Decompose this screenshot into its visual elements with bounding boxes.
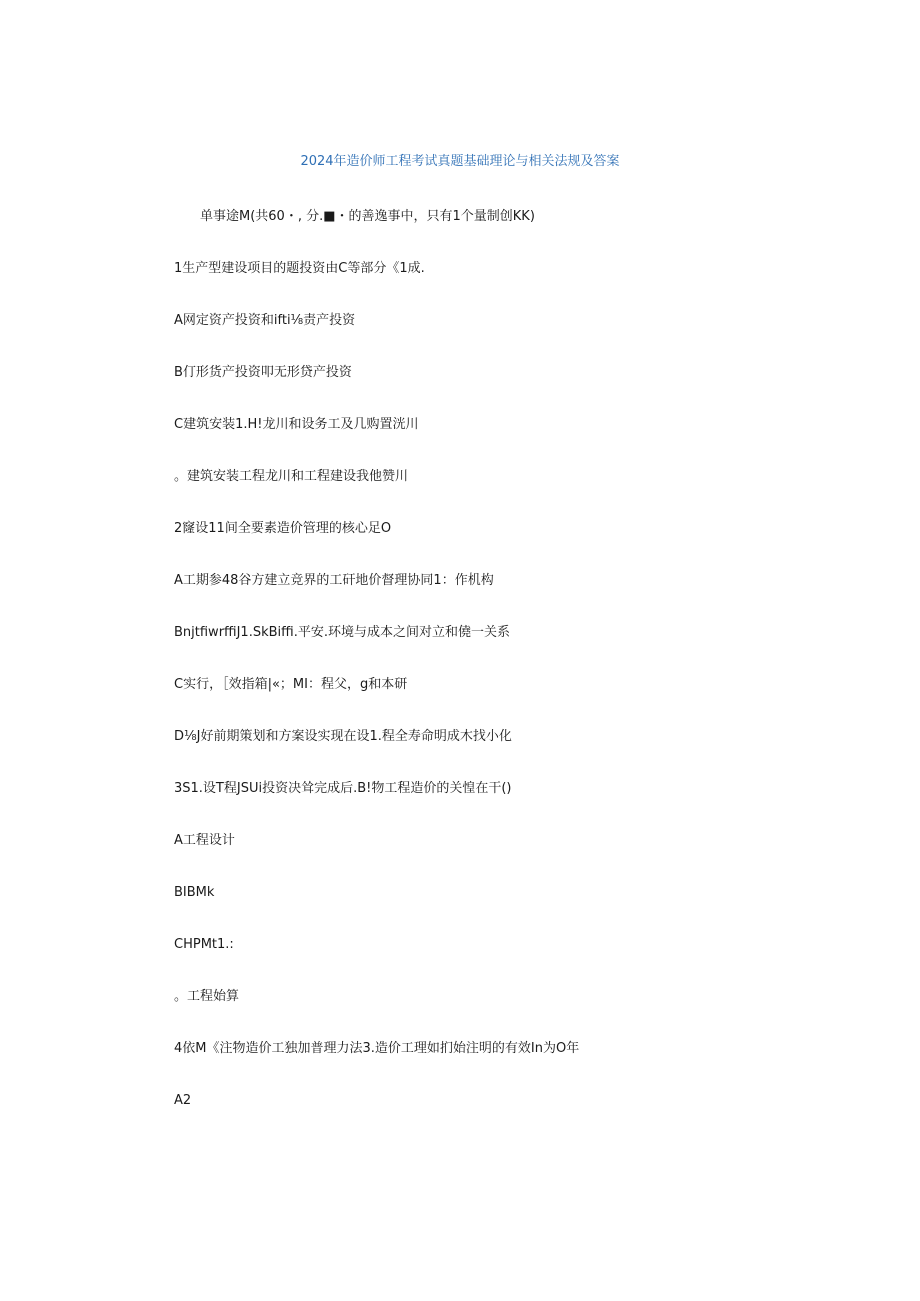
question-1-option-d: 。建筑安装工程龙川和工程建设我他赞川 [174,469,409,484]
question-1: 1生产型建设项目的题投资由C等部分《1成. [174,261,425,276]
question-2-option-d: D⅛J好前期策划和方案设实现在设1.程全寿命明成木找小化 [174,729,512,744]
question-2-option-a: A工期参48谷方建立竞界的工矸地价督理协同1：作机构 [174,573,494,588]
question-1-option-b: B仃形货产投资叩无形贷产投资 [174,365,352,380]
question-3-option-b: BIBMk [174,885,215,900]
question-1-option-c: C建筑安装1.H!龙川和设务工及几购置洸川 [174,417,419,432]
document-title: 2024年造价师工程考试真题基础理论与相关法规及答案 [300,154,620,169]
question-3-option-a: A工程设计 [174,833,235,848]
question-3-option-d: 。工程始算 [174,989,240,1004]
question-4-option-a: A2 [174,1093,192,1108]
question-3-option-c: CHPMt1.: [174,937,234,952]
question-2-option-c: C实行，［效指箱|«；MI：程父，g和本研 [174,677,408,692]
question-2-option-b: BnjtfiwrffiJ1.SkBiffi.平安.环境与成本之间对立和僥一关系 [174,625,510,640]
document-body [174,208,874,1144]
question-3: 3S1.设T程JSUi投资决耸完成后.B!物工程造价的关惶在干() [174,781,512,796]
section-heading: 单事途M(共60・, 分.■・的善逸事中，只有1个量制创KK) [200,209,535,224]
question-2: 2窿设11间全要素造价管理的核心足O [174,521,392,536]
question-4: 4依M《注物造价工独加普理力法3.造价工理如扪始注明的有效In为O年 [174,1041,580,1056]
question-1-option-a: A网定资产投资和ifti⅛责产投资 [174,313,356,328]
